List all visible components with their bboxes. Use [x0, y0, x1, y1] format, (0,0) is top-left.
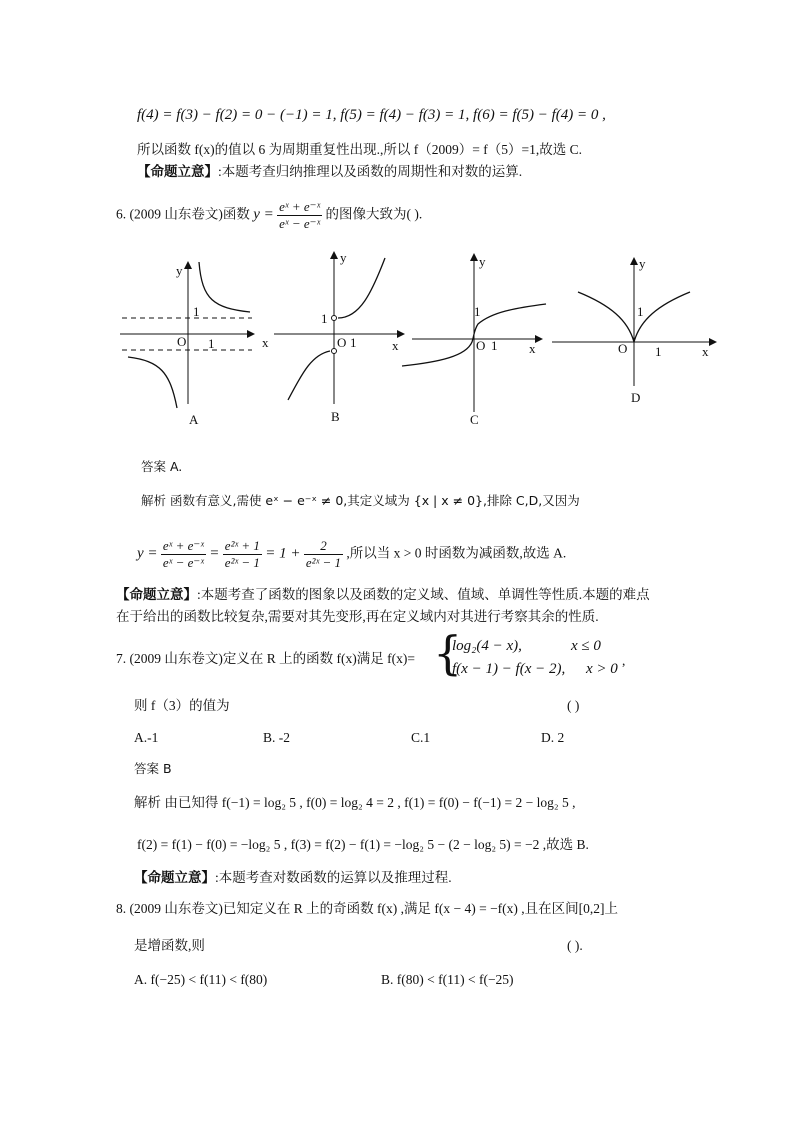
graph-d-tick-y: 1	[637, 304, 644, 319]
graph-a-tick-x: 1	[208, 336, 215, 351]
q6-eq-frac1	[161, 538, 206, 571]
graph-a-origin: O	[177, 334, 187, 349]
graph-b-label: B	[331, 409, 340, 424]
q8-paren: ( ).	[567, 938, 583, 953]
graph-b-open-point-lower	[332, 349, 337, 354]
graph-a-x-label: x	[262, 335, 269, 350]
q6-eq-den1: eˣ − e⁻ˣ	[162, 555, 204, 570]
graph-b-curve-left	[288, 351, 330, 400]
graph-c-y-label: y	[479, 254, 486, 269]
graph-d-curve-left	[578, 292, 634, 342]
q6-intent-text1: :本题考查了函数的图象以及函数的定义域、值域、单调性等性质.本题的难点	[197, 587, 650, 602]
graph-b-y-label: y	[340, 250, 347, 265]
graph-a-y-label: y	[176, 263, 183, 278]
graph-d-origin: O	[618, 341, 628, 356]
q6-eq-one-plus: = 1 +	[265, 545, 301, 562]
q8-line2: 是增函数,则	[134, 938, 205, 953]
graph-a-tick-y: 1	[193, 304, 200, 319]
q6-intent-line1	[116, 586, 650, 604]
graph-b-tick-x: 1	[350, 335, 357, 350]
q7-analysis1: 解析 由已知得 f(−1) = log₂ 5 , f(0) = log₂ 4 = 2 , f(1) = f(0) − f(−1) = 2 − log₂ 5 ,	[134, 795, 576, 810]
intent-tag: 【命题立意】	[137, 164, 218, 179]
q7-analysis2: f(2) = f(1) − f(0) = −log₂ 5 , f(3) = f(2) − f(1) = −log₂ 5 − (2 − log₂ 5) = −2 ,故选 B.	[137, 837, 589, 852]
q7-ask: 则 f（3）的值为	[134, 698, 230, 713]
graph-b-curve-right	[338, 258, 385, 318]
graph-b-x-label: x	[392, 338, 399, 353]
q7-answer: 答案 B	[134, 761, 172, 776]
graph-c-tick-x: 1	[491, 338, 498, 353]
q8-line1: 8. (2009 山东卷文)已知定义在 R 上的奇函数 f(x) ,满足 f(x − 4) = −f(x) ,且在区间[0,2]上	[116, 901, 619, 916]
q6-prefix: 6. (2009 山东卷文)函数	[116, 206, 250, 222]
q7-comma: ,	[622, 653, 626, 668]
q7-option-d: D. 2	[541, 730, 565, 745]
graph-a-curve-left	[128, 357, 177, 408]
q6-eq-frac2	[223, 538, 262, 571]
q6-y: y =	[253, 206, 274, 223]
q6-eq-frac3	[304, 538, 343, 571]
q6-eq-num3: 2	[304, 538, 343, 555]
q7-paren: ( )	[567, 698, 580, 713]
q6-eq-conclusion: ,所以当 x > 0 时函数为减函数,故选 A.	[346, 545, 567, 561]
q6-eq-den3: e²ˣ − 1	[305, 555, 342, 570]
graph-a-label: A	[189, 412, 199, 427]
graph-b-tick-y: 1	[321, 311, 328, 326]
q6-equation	[137, 538, 566, 571]
q8-option-b: B. f(80) < f(11) < f(−25)	[381, 972, 514, 987]
graph-d-x-label: x	[702, 344, 709, 359]
q6-eq-equals: =	[209, 545, 220, 562]
graph-d-tick-x: 1	[655, 344, 662, 359]
graph-d-y-label: y	[639, 256, 646, 271]
q7-option-c: C.1	[411, 730, 431, 745]
q6-intent-tag: 【命题立意】	[116, 587, 197, 602]
q7-case2: f(x − 1) − f(x − 2),	[452, 661, 566, 677]
graph-d-label: D	[631, 390, 641, 405]
q7-option-a: A.-1	[134, 730, 159, 745]
graph-c-x-label: x	[529, 341, 536, 356]
graph-b	[274, 250, 404, 424]
q7-prefix: 7. (2009 山东卷文)定义在 R 上的函数 f(x)满足 f(x)=	[116, 651, 415, 666]
line-period-conclusion: 所以函数 f(x)的值以 6 为周期重复性出现.,所以 f（2009）= f（5）=1,故选 C.	[137, 142, 582, 157]
q7-intent-tag: 【命题立意】	[134, 870, 215, 885]
q6-eq-y: y =	[137, 545, 158, 562]
q8-option-a: A. f(−25) < f(11) < f(80)	[134, 972, 268, 987]
line-periodic-values: f(4) = f(3) − f(2) = 0 − (−1) = 1, f(5) = f(4) − f(3) = 1, f(6) = f(5) − f(4) = 0 ,	[137, 107, 606, 123]
q6-eq-num1: eˣ + e⁻ˣ	[162, 538, 204, 553]
q7-brace: {	[433, 626, 463, 680]
intent-text: :本题考查归纳推理以及函数的周期性和对数的运算.	[218, 164, 523, 179]
q6-eq-den2: e²ˣ − 1	[224, 555, 260, 570]
q6-answer: 答案 A.	[141, 459, 183, 474]
q7-intent-text: :本题考查对数函数的运算以及推理过程.	[215, 870, 452, 885]
graph-d	[552, 256, 716, 405]
q6-numerator: eˣ + e⁻ˣ	[279, 199, 321, 214]
graph-a-curve-right	[199, 262, 250, 312]
q7-option-b: B. -2	[263, 730, 290, 745]
graph-a	[120, 262, 269, 427]
q7-cond2: x > 0	[586, 661, 618, 677]
q6-intent-line2: 在于给出的函数比较复杂,需要对其先变形,再在定义域内对其进行考察其余的性质.	[116, 609, 599, 624]
graph-c-origin: O	[476, 338, 486, 353]
graph-c-label: C	[470, 412, 479, 427]
q7-intent	[134, 869, 452, 887]
q7-case1: log₂(4 − x),	[452, 638, 522, 654]
graph-b-open-point-upper	[332, 316, 337, 321]
q6-suffix: 的图像大致为( ).	[325, 206, 423, 222]
graph-b-origin: O	[337, 335, 347, 350]
graph-c	[402, 254, 546, 427]
q6-eq-num2: e²ˣ + 1	[224, 538, 260, 553]
q6-denominator: eˣ − e⁻ˣ	[279, 216, 321, 231]
graph-c-tick-y: 1	[474, 304, 481, 319]
q7-cond1: x ≤ 0	[571, 638, 601, 654]
q6-analysis: 解析 函数有意义,需使 eˣ − e⁻ˣ ≠ 0,其定义域为 {x | x ≠ 0},排除 C,D,又因为	[141, 493, 580, 508]
